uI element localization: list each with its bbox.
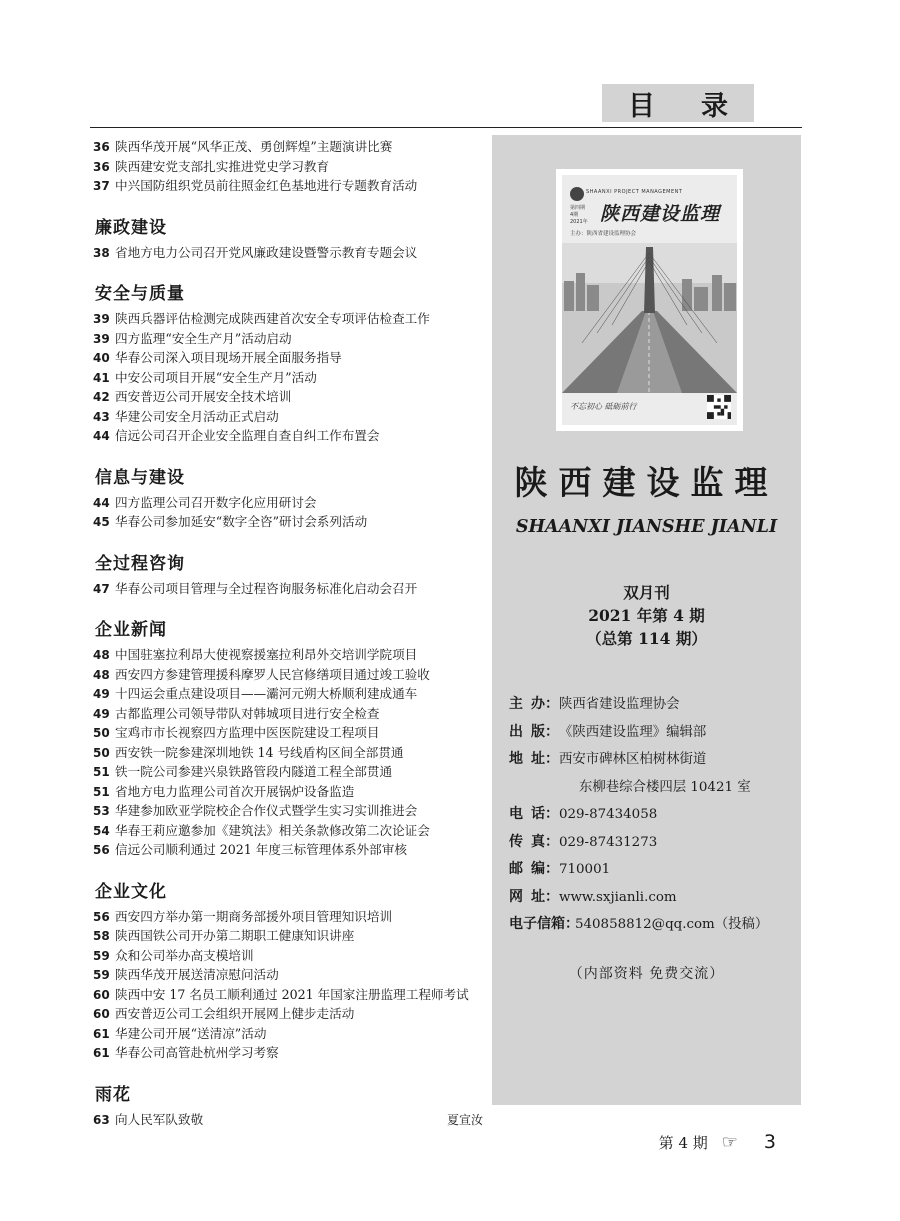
toc-entry[interactable] <box>93 175 483 195</box>
page-number: 3 <box>763 1131 776 1153</box>
toc-entry-title: 华春公司参加延安“数字全咨”研讨会系列活动 <box>115 514 368 529</box>
toc-entry[interactable] <box>93 1003 483 1023</box>
toc-entry-title: 华建参加欧亚学院校企合作仪式暨学生实习实训推进会 <box>115 803 418 818</box>
toc-page-number: 54 <box>93 823 110 838</box>
toc-header-tab <box>602 84 754 122</box>
toc-entry-title: 古都监理公司领导带队对韩城项目进行安全检查 <box>115 705 380 721</box>
toc-entry[interactable] <box>93 761 483 781</box>
toc-page-number: 58 <box>93 929 110 943</box>
toc-page-number: 42 <box>93 390 110 404</box>
toc-entry-title: 省地方电力公司召开党风廉政建设暨警示教育专题会议 <box>115 244 418 260</box>
info-fax: 传 真： 029-87431273 <box>509 833 658 850</box>
table-of-contents <box>93 136 483 1128</box>
toc-page-number: 38 <box>93 245 110 260</box>
cover-en-name: SHAANXI PROJECT MANAGEMENT <box>586 189 683 195</box>
info-address-line2: 东柳巷综合楼四层 10421 室 <box>579 779 751 795</box>
footer-issue: 第 4 期 <box>658 1133 708 1152</box>
toc-header-char-2: 录 <box>701 90 730 122</box>
cover-issue: 第四期 4期 2021年 <box>570 205 588 225</box>
toc-page-number: 39 <box>93 312 110 326</box>
toc-entry[interactable] <box>93 578 483 598</box>
header-rule <box>90 127 802 128</box>
toc-entry-title: 陕西华茂开展送清凉慰问活动 <box>115 967 279 982</box>
toc-entry-title: 信远公司顺利通过 2021 年度三标管理体系外部审核 <box>115 842 407 857</box>
toc-entry[interactable] <box>93 347 483 367</box>
cover-bridge-photo <box>562 243 737 393</box>
frequency: 双月刊 <box>623 583 670 602</box>
page-footer <box>659 1131 776 1153</box>
toc-page-number: 44 <box>93 495 110 510</box>
toc-page-number: 51 <box>93 765 110 779</box>
toc-page-number: 45 <box>93 515 110 529</box>
toc-entry[interactable] <box>93 820 483 840</box>
info-phone: 电 话： 029-87434058 <box>509 806 658 822</box>
total-issue: （总第 114 期） <box>586 629 707 648</box>
toc-entry-title: 华建公司安全月活动正式启动 <box>115 408 279 424</box>
toc-section-title: 企业文化 <box>95 881 167 902</box>
toc-entry[interactable] <box>93 925 483 945</box>
cover-slogan: 不忘初心 砥砺前行 <box>570 402 637 411</box>
toc-entry-title: 宝鸡市市长视察四方监理中医医院建设工程项目 <box>115 725 380 740</box>
toc-entry-title: 西安普迈公司工会组织开展网上健步走活动 <box>115 1006 355 1021</box>
toc-page-number: 47 <box>93 581 110 596</box>
toc-page-number: 49 <box>93 706 110 721</box>
toc-section-title: 信息与建设 <box>95 467 185 488</box>
toc-page-number: 59 <box>93 948 110 963</box>
toc-section-title: 企业新闻 <box>95 620 167 640</box>
info-website: 网 址： www.sxjianli.com <box>509 888 677 905</box>
toc-entry[interactable] <box>93 984 483 1004</box>
email-link[interactable]: 540858812@qq.com（投稿） <box>575 917 769 932</box>
toc-entry[interactable] <box>93 1042 483 1062</box>
toc-page-number: 40 <box>93 351 110 365</box>
toc-entry[interactable] <box>93 242 483 262</box>
toc-page-number: 36 <box>93 140 110 154</box>
toc-entry[interactable] <box>93 906 483 926</box>
toc-section-title: 全过程咨询 <box>95 553 185 574</box>
website-link[interactable]: www.sxjianli.com <box>559 889 677 905</box>
info-email: 电子信箱： 540858812@qq.com（投稿） <box>509 913 794 941</box>
issue-number: 2021 年第 4 期 <box>588 606 705 625</box>
toc-page-number: 56 <box>93 843 110 857</box>
toc-page-number: 59 <box>93 968 110 982</box>
magazine-info-panel <box>492 135 801 1105</box>
toc-entry[interactable] <box>93 328 483 348</box>
toc-entry[interactable] <box>93 839 483 859</box>
toc-entry-title: 华春公司深入项目现场开展全面服务指导 <box>115 350 342 365</box>
toc-page-number: 49 <box>93 687 110 701</box>
toc-page-number: 44 <box>93 429 110 443</box>
toc-entry[interactable] <box>93 406 483 426</box>
toc-page-number: 50 <box>93 745 110 760</box>
toc-page-number: 61 <box>93 1026 110 1041</box>
cover-thumbnail <box>556 169 743 431</box>
toc-entry[interactable] <box>93 703 483 723</box>
toc-entry-title: 华建公司开展“送清凉”活动 <box>115 1025 267 1041</box>
toc-page-number: 48 <box>93 667 110 682</box>
toc-entry-title: 众和公司举办高支模培训 <box>115 947 254 963</box>
toc-entry[interactable] <box>93 1023 483 1043</box>
cover-logo-icon <box>570 187 584 201</box>
info-address: 地 址： 西安市碑林区柏树林街道 <box>509 751 707 767</box>
toc-page-number: 50 <box>93 726 110 740</box>
toc-page-number: 56 <box>93 909 110 924</box>
toc-entry-title: 陕西国铁公司开办第二期职工健康知识讲座 <box>115 928 355 943</box>
toc-entry-title: 向人民军队致敬 <box>115 1111 204 1127</box>
toc-entry-title: 陕西华茂开展“风华正茂、勇创辉煌”主题演讲比赛 <box>115 139 393 154</box>
toc-entry-title: 中国驻塞拉利昂大使视察援塞拉利昂外交培训学院项目 <box>115 647 418 662</box>
toc-entry-title: 西安普迈公司开展安全技术培训 <box>115 389 292 404</box>
toc-section-title: 雨花 <box>95 1084 131 1105</box>
toc-header-char-1: 目 <box>628 90 657 122</box>
toc-page-number: 63 <box>93 1112 110 1127</box>
pointing-hand-icon: ☞ <box>721 1131 738 1153</box>
toc-entry-title: 西安四方举办第一期商务部援外项目管理知识培训 <box>115 908 393 924</box>
toc-entry-title: 信远公司召开企业安全监理自查自纠工作布置会 <box>115 428 380 443</box>
qr-code-icon <box>707 395 731 419</box>
publication-info <box>509 693 794 941</box>
toc-page-number: 41 <box>93 370 110 385</box>
toc-entry[interactable] <box>93 492 483 512</box>
toc-entry-author: 夏宣汝 <box>446 1112 483 1127</box>
info-publisher: 出 版： 《陕西建设监理》编辑部 <box>509 723 707 740</box>
toc-entry-title: 陕西中安 17 名员工顺利通过 2021 年国家注册监理工程师考试 <box>115 986 469 1002</box>
toc-entry[interactable] <box>93 742 483 762</box>
toc-entry[interactable] <box>93 1109 483 1129</box>
toc-entry[interactable] <box>93 308 483 328</box>
toc-entry-title: 西安铁一院参建深圳地铁 14 号线盾构区间全部贯通 <box>115 744 404 760</box>
cover-title: 陕西建设监理 <box>600 203 721 225</box>
toc-entry[interactable] <box>93 800 483 820</box>
info-zip: 邮 编： 710001 <box>509 861 611 877</box>
toc-entry-title: 西安四方参建管理援科摩罗人民宫修缮项目通过竣工验收 <box>115 666 430 682</box>
toc-section-title: 安全与质量 <box>95 284 185 304</box>
toc-entry[interactable] <box>93 781 483 801</box>
toc-entry[interactable] <box>93 136 483 156</box>
toc-page-number: 48 <box>93 648 110 662</box>
toc-entry-title: 四方监理“安全生产月”活动启动 <box>115 330 292 346</box>
toc-entry[interactable] <box>93 964 483 984</box>
toc-entry[interactable] <box>93 156 483 176</box>
toc-section-title: 廉政建设 <box>95 217 167 238</box>
toc-entry-title: 华春公司项目管理与全过程咨询服务标准化启动会召开 <box>115 580 418 596</box>
toc-page-number: 36 <box>93 159 110 174</box>
toc-entry-title: 铁一院公司参建兴泉铁路管段内隧道工程全部贯通 <box>115 764 393 779</box>
toc-entry-title: 十四运会重点建设项目——灞河元朔大桥顺利建成通车 <box>115 686 418 701</box>
toc-entry-title: 陕西兵器评估检测完成陕西建首次安全专项评估检查工作 <box>115 311 430 326</box>
issue-info <box>492 581 801 650</box>
magazine-cn-name: 陕西建设监理 <box>514 463 779 502</box>
toc-entry-title: 华春公司高管赴杭州学习考察 <box>115 1045 279 1060</box>
toc-entry[interactable] <box>93 644 483 664</box>
toc-page-number: 53 <box>93 804 110 818</box>
toc-entry-title: 省地方电力监理公司首次开展锅炉设备监造 <box>115 783 355 799</box>
toc-page-number: 61 <box>93 1046 110 1060</box>
toc-page-number: 39 <box>93 331 110 346</box>
toc-entry[interactable] <box>93 367 483 387</box>
toc-entry[interactable] <box>93 511 483 531</box>
toc-page-number: 60 <box>93 987 110 1002</box>
toc-page-number: 37 <box>93 179 110 193</box>
toc-entry[interactable] <box>93 386 483 406</box>
toc-entry[interactable] <box>93 425 483 445</box>
toc-entry-title: 华春王莉应邀参加《建筑法》相关条款修改第二次论证会 <box>115 822 430 838</box>
toc-entry[interactable] <box>93 664 483 684</box>
toc-entry-title: 四方监理公司召开数字化应用研讨会 <box>115 494 317 510</box>
toc-page-number: 43 <box>93 409 110 424</box>
toc-page-number: 60 <box>93 1007 110 1021</box>
toc-entry-title: 陕西建安党支部扎实推进党史学习教育 <box>115 158 330 174</box>
cover-host: 主办：陕西省建设监理协会 <box>570 231 637 237</box>
toc-entry[interactable] <box>93 722 483 742</box>
distribution-note: （内部资料 免费交流） <box>568 966 725 982</box>
toc-page-number: 51 <box>93 784 110 799</box>
info-host: 主 办： 陕西省建设监理协会 <box>509 696 680 712</box>
toc-entry[interactable] <box>93 945 483 965</box>
toc-entry[interactable] <box>93 683 483 703</box>
toc-entry-title: 中兴国防组织党员前往照金红色基地进行专题教育活动 <box>115 178 418 193</box>
toc-entry-title: 中安公司项目开展“安全生产月”活动 <box>115 369 317 385</box>
magazine-en-name: SHAANXI JIANSHE JIANLI <box>515 517 778 537</box>
